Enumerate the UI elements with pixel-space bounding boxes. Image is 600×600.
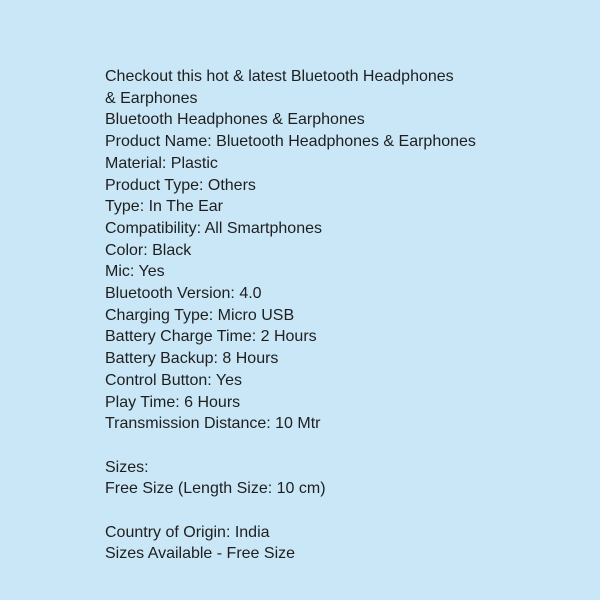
detail-bluetooth-version: Bluetooth Version: 4.0 — [105, 285, 262, 303]
country-of-origin: Country of Origin: India — [105, 523, 270, 541]
detail-charging-type: Charging Type: Micro USB — [105, 306, 295, 324]
product-heading: Bluetooth Headphones & Earphones — [105, 111, 365, 129]
detail-type: Type: In The Ear — [105, 198, 223, 216]
detail-material: Material: Plastic — [105, 154, 218, 172]
sizes-value: Free Size (Length Size: 10 cm) — [105, 480, 326, 498]
detail-color: Color: Black — [105, 241, 192, 259]
intro-line: Checkout this hot & latest Bluetooth Headphones — [105, 68, 454, 85]
detail-battery-charge-time: Battery Charge Time: 2 Hours — [105, 328, 317, 346]
section-spacer — [105, 500, 545, 522]
section-spacer — [105, 435, 545, 457]
detail-play-time: Play Time: 6 Hours — [105, 393, 241, 411]
product-description — [105, 66, 545, 565]
sizes-available: Sizes Available - Free Size — [105, 545, 296, 563]
detail-compatibility: Compatibility: All Smartphones — [105, 219, 322, 237]
detail-transmission-distance: Transmission Distance: 10 Mtr — [105, 415, 321, 433]
detail-product-name: Product Name: Bluetooth Headphones & Earphones — [105, 133, 476, 151]
detail-battery-backup: Battery Backup: 8 Hours — [105, 350, 279, 368]
intro-line-continued: & Earphones — [105, 89, 198, 107]
detail-control-button: Control Button: Yes — [105, 371, 242, 389]
sizes-label: Sizes: — [105, 458, 149, 476]
detail-mic: Mic: Yes — [105, 263, 165, 281]
detail-product-type: Product Type: Others — [105, 176, 256, 194]
